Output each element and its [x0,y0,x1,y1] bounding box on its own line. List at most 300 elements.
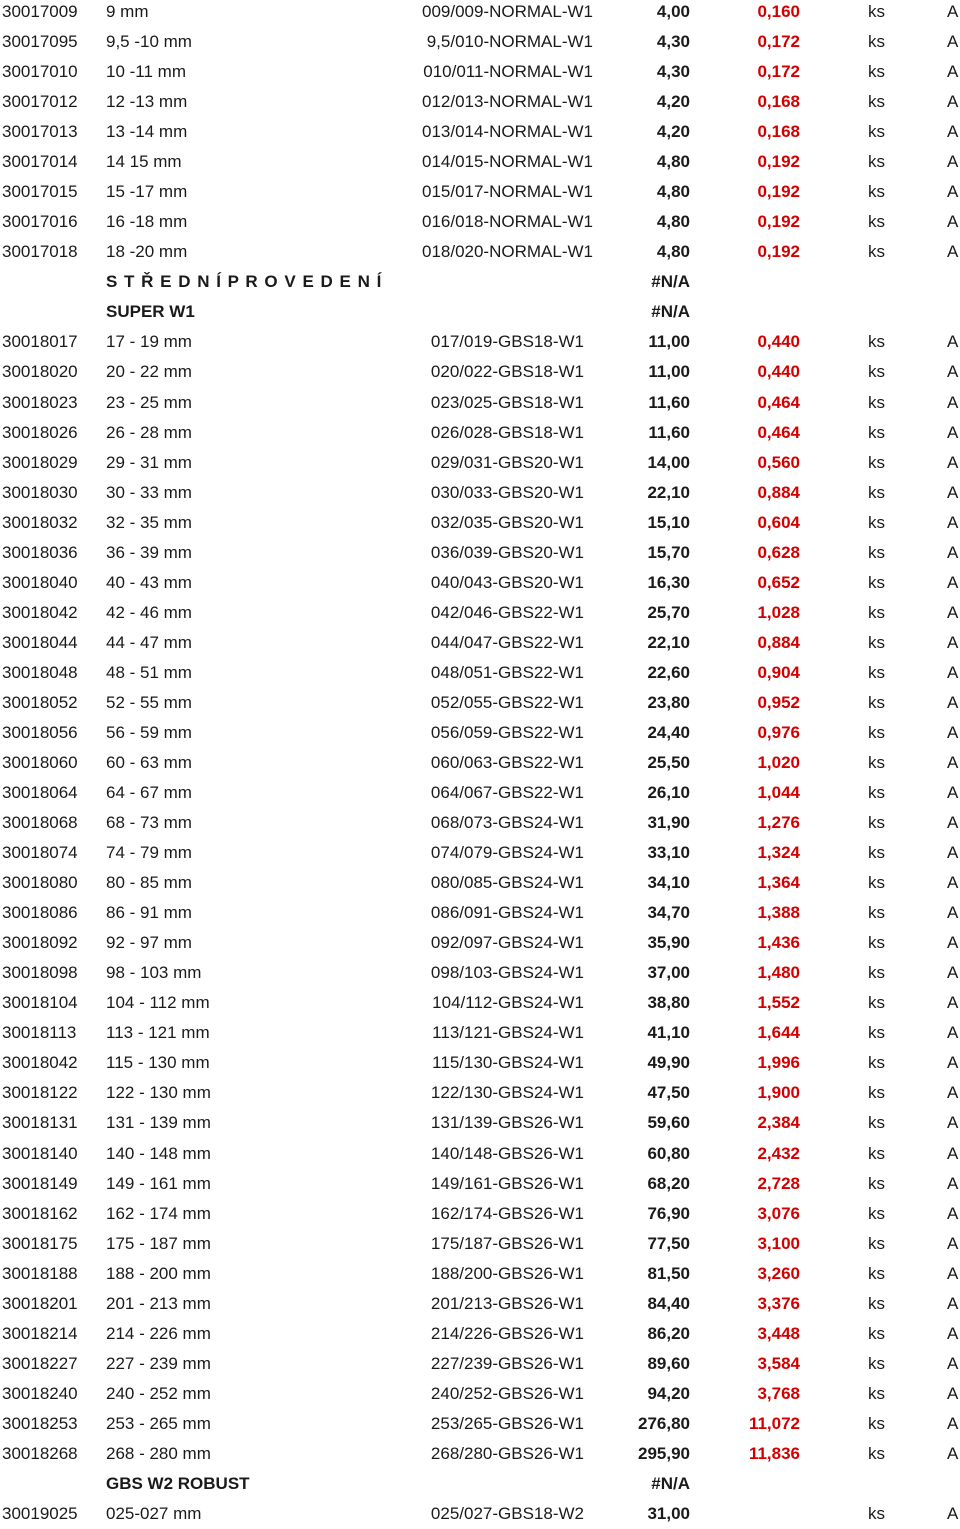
unit-price: 1,364 [757,873,800,893]
section-header-row [0,267,960,297]
article-number: 032/035-GBS20-W1 [430,512,584,532]
article-number: 104/112-GBS24-W1 [432,993,584,1013]
unit-price: 11,072 [748,1413,800,1433]
unit-price: 0,440 [757,332,800,352]
category: A [947,1023,959,1043]
unit-price: 1,276 [757,813,800,833]
article-number: 044/047-GBS22-W1 [430,632,584,652]
article-number: 052/055-GBS22-W1 [430,692,584,712]
unit-price: 2,728 [757,1173,800,1193]
unit-price: 3,076 [757,1203,800,1223]
unit-of-measure: ks [868,2,885,21]
unit-of-measure: ks [868,1504,885,1523]
size-range: 025-027 mm [106,1504,202,1523]
price: 31,90 [647,813,690,833]
table-row [0,718,960,748]
article-number: 162/174-GBS26-W1 [430,1203,584,1223]
unit-price: 0,464 [757,392,800,412]
table-row [0,1108,960,1138]
size-range: 64 - 67 mm [106,783,192,803]
price: 41,10 [647,1023,690,1043]
category: A [947,1293,959,1313]
price: 4,80 [656,152,690,172]
price: 59,60 [647,1113,690,1133]
category: A [947,452,959,472]
product-code: 30018032 [2,512,78,532]
unit-of-measure: ks [868,1083,885,1103]
table-row [0,688,960,718]
unit-price: 1,996 [757,1053,800,1073]
unit-of-measure: ks [868,993,885,1013]
product-code: 30018068 [2,813,78,833]
size-range: 15 -17 mm [106,182,188,202]
table-row [0,598,960,628]
product-code: 30018214 [2,1323,78,1343]
product-code: 30018253 [2,1413,78,1433]
size-range: 30 - 33 mm [106,482,192,502]
table-row [0,1018,960,1048]
table-row [0,748,960,778]
product-code: 30017010 [2,62,78,82]
product-code: 30017013 [2,122,78,142]
unit-price: 0,168 [757,122,800,142]
unit-of-measure: ks [868,963,885,983]
price: 89,60 [647,1353,690,1373]
size-range: 175 - 187 mm [106,1233,211,1253]
size-range: 115 - 130 mm [106,1053,210,1073]
price: 77,50 [647,1233,690,1253]
section-value: #N/A [651,1473,690,1493]
table-row [0,388,960,418]
unit-of-measure: ks [868,332,885,352]
product-code: 30018175 [2,1233,78,1253]
price: 84,40 [647,1293,690,1313]
unit-price: 3,768 [757,1383,800,1403]
article-number: 015/017-NORMAL-W1 [421,182,593,202]
category: A [947,62,959,82]
category: A [947,1443,959,1463]
unit-price: 0,904 [757,662,800,682]
unit-of-measure: ks [868,1203,885,1223]
category: A [947,753,959,772]
size-range: 40 - 43 mm [106,572,192,592]
category: A [947,1263,959,1283]
price: 4,00 [656,2,690,21]
unit-price: 0,192 [757,152,800,172]
table-row [0,1229,960,1259]
size-range: 98 - 103 mm [106,963,202,983]
article-number: 131/139-GBS26-W1 [430,1113,584,1133]
unit-of-measure: ks [868,92,885,112]
article-number: 025/027-GBS18-W2 [430,1504,584,1523]
table-row [0,418,960,448]
size-range: 20 - 22 mm [106,362,192,382]
category: A [947,152,959,172]
unit-of-measure: ks [868,362,885,382]
article-number: 056/059-GBS22-W1 [430,722,584,742]
price: 22,10 [647,482,690,502]
article-number: 113/121-GBS24-W1 [432,1023,584,1043]
price: 25,50 [647,753,690,772]
product-code: 30018048 [2,662,78,682]
size-range: 74 - 79 mm [106,843,192,863]
price: 76,90 [647,1203,690,1223]
price: 11,60 [648,422,690,442]
product-code: 30018188 [2,1263,78,1283]
category: A [947,1353,959,1373]
article-number: 149/161-GBS26-W1 [430,1173,584,1193]
price: 37,00 [647,963,690,983]
unit-of-measure: ks [868,1023,885,1043]
category: A [947,903,959,923]
table-row [0,1409,960,1439]
category: A [947,722,959,742]
unit-of-measure: ks [868,722,885,742]
unit-of-measure: ks [868,482,885,502]
article-number: 175/187-GBS26-W1 [430,1233,584,1253]
size-range: 48 - 51 mm [106,662,192,682]
table-row [0,838,960,868]
table-row [0,508,960,538]
article-number: 036/039-GBS20-W1 [430,542,584,562]
category: A [947,212,959,232]
section-title: SUPER W1 [106,302,195,322]
size-range: 201 - 213 mm [106,1293,211,1313]
size-range: 214 - 226 mm [106,1323,211,1343]
price: 295,90 [638,1443,690,1463]
product-code: 30018104 [2,993,78,1013]
table-row [0,988,960,1018]
category: A [947,1083,959,1103]
size-range: 42 - 46 mm [106,602,192,622]
table-row [0,778,960,808]
price: 4,20 [656,92,690,112]
size-range: 60 - 63 mm [106,753,192,772]
price: 11,60 [648,392,690,412]
article-number: 064/067-GBS22-W1 [430,783,584,803]
article-number: 013/014-NORMAL-W1 [421,122,593,142]
table-row [0,0,960,27]
article-number: 014/015-NORMAL-W1 [421,152,593,172]
price: 81,50 [647,1263,690,1283]
size-range: 92 - 97 mm [106,933,192,953]
category: A [947,2,959,21]
category: A [947,692,959,712]
article-number: 023/025-GBS18-W1 [430,392,584,412]
category: A [947,1233,959,1253]
product-code: 30018026 [2,422,78,442]
category: A [947,572,959,592]
size-range: 131 - 139 mm [106,1113,211,1133]
price: 22,10 [647,632,690,652]
unit-price: 3,584 [757,1353,800,1373]
article-number: 240/252-GBS26-W1 [430,1383,584,1403]
unit-of-measure: ks [868,1293,885,1313]
article-number: 060/063-GBS22-W1 [430,753,584,772]
unit-of-measure: ks [868,512,885,532]
price: 4,80 [656,242,690,262]
category: A [947,1413,959,1433]
table-row [0,1289,960,1319]
category: A [947,422,959,442]
size-range: 240 - 252 mm [106,1383,211,1403]
product-code: 30018042 [2,1053,78,1073]
table-row [0,1169,960,1199]
price: 33,10 [647,843,690,863]
product-code: 30018131 [2,1113,78,1133]
price: 4,30 [656,62,690,82]
table-row [0,1078,960,1108]
unit-price: 0,160 [757,2,800,21]
product-code: 30018036 [2,542,78,562]
product-code: 30018017 [2,332,78,352]
product-code: 30018162 [2,1203,78,1223]
price: 34,70 [647,903,690,923]
unit-of-measure: ks [868,542,885,562]
product-code: 30017009 [2,2,78,21]
size-range: 9,5 -10 mm [106,32,192,52]
table-row [0,958,960,988]
unit-price: 0,168 [757,92,800,112]
unit-price: 1,552 [757,993,800,1013]
unit-of-measure: ks [868,1353,885,1373]
article-number: 214/226-GBS26-W1 [430,1323,584,1343]
unit-price: 0,628 [757,542,800,562]
category: A [947,963,959,983]
article-number: 115/130-GBS24-W1 [432,1053,584,1073]
table-row [0,808,960,838]
price: 15,10 [647,512,690,532]
product-code: 30018113 [2,1023,77,1043]
unit-of-measure: ks [868,122,885,142]
product-code: 30018056 [2,722,78,742]
price: 26,10 [647,783,690,803]
size-range: 268 - 280 mm [106,1443,211,1463]
price: 60,80 [647,1143,690,1163]
size-range: 26 - 28 mm [106,422,192,442]
unit-price: 0,192 [757,242,800,262]
category: A [947,392,959,412]
size-range: 140 - 148 mm [106,1143,211,1163]
size-range: 10 -11 mm [106,62,186,82]
unit-price: 2,432 [757,1143,800,1163]
unit-of-measure: ks [868,32,885,52]
price: 23,80 [647,692,690,712]
category: A [947,542,959,562]
category: A [947,873,959,893]
unit-of-measure: ks [868,242,885,262]
table-row [0,928,960,958]
unit-of-measure: ks [868,1443,885,1463]
unit-price: 3,100 [757,1233,800,1253]
product-code: 30018149 [2,1173,78,1193]
size-range: 80 - 85 mm [106,873,192,893]
price: 35,90 [647,933,690,953]
unit-of-measure: ks [868,1383,885,1403]
product-code: 30017015 [2,182,78,202]
table-row [0,1048,960,1078]
unit-price: 0,464 [757,422,800,442]
product-code: 30017014 [2,152,78,172]
unit-of-measure: ks [868,1173,885,1193]
table-row [0,568,960,598]
product-code: 30018042 [2,602,78,622]
table-row [0,1139,960,1169]
table-row [0,538,960,568]
unit-of-measure: ks [868,1413,885,1433]
category: A [947,482,959,502]
unit-of-measure: ks [868,1263,885,1283]
size-range: 9 mm [106,2,149,21]
size-range: 23 - 25 mm [106,392,192,412]
article-number: 201/213-GBS26-W1 [430,1293,584,1313]
category: A [947,662,959,682]
unit-price: 0,172 [757,62,800,82]
product-code: 30019025 [2,1504,78,1523]
product-code: 30018052 [2,692,78,712]
table-row [0,478,960,508]
unit-of-measure: ks [868,452,885,472]
article-number: 040/043-GBS20-W1 [430,572,584,592]
category: A [947,332,959,352]
unit-price: 3,376 [757,1293,800,1313]
section-header-row [0,297,960,327]
product-code: 30017018 [2,242,78,262]
size-range: 12 -13 mm [106,92,188,112]
category: A [947,1053,959,1073]
table-row [0,1259,960,1289]
unit-price: 0,192 [757,212,800,232]
table-row [0,1319,960,1349]
size-range: 188 - 200 mm [106,1263,211,1283]
size-range: 36 - 39 mm [106,542,192,562]
table-row [0,658,960,688]
product-code: 30018140 [2,1143,78,1163]
article-number: 018/020-NORMAL-W1 [421,242,593,262]
product-code: 30018020 [2,362,78,382]
price: 14,00 [647,452,690,472]
table-row [0,147,960,177]
article-number: 030/033-GBS20-W1 [430,482,584,502]
size-range: 13 -14 mm [106,122,188,142]
unit-price: 1,480 [757,963,800,983]
article-number: 268/280-GBS26-W1 [430,1443,584,1463]
unit-price: 0,952 [757,692,800,712]
unit-price: 0,884 [757,482,800,502]
size-range: 18 -20 mm [106,242,188,262]
category: A [947,92,959,112]
size-range: 44 - 47 mm [106,632,192,652]
article-number: 080/085-GBS24-W1 [430,873,584,893]
unit-price: 0,976 [757,722,800,742]
table-row [0,898,960,928]
product-code: 30018040 [2,572,78,592]
category: A [947,1203,959,1223]
product-code: 30018092 [2,933,78,953]
size-range: 253 - 265 mm [106,1413,211,1433]
article-number: 092/097-GBS24-W1 [430,933,584,953]
article-number: 098/103-GBS24-W1 [430,963,584,983]
category: A [947,933,959,953]
section-value: #N/A [651,302,690,322]
article-number: 188/200-GBS26-W1 [430,1263,584,1283]
section-header-row [0,1469,960,1499]
unit-of-measure: ks [868,212,885,232]
unit-price: 3,448 [757,1323,800,1343]
unit-of-measure: ks [868,692,885,712]
table-row [0,237,960,267]
section-title: GBS W2 ROBUST [106,1473,250,1493]
price: 24,40 [647,722,690,742]
product-code: 30018080 [2,873,78,893]
category: A [947,512,959,532]
product-code: 30018044 [2,632,78,652]
size-range: 17 - 19 mm [106,332,192,352]
article-number: 9,5/010-NORMAL-W1 [426,32,593,52]
size-range: 162 - 174 mm [106,1203,211,1223]
unit-of-measure: ks [868,1233,885,1253]
unit-of-measure: ks [868,422,885,442]
price: 15,70 [647,542,690,562]
table-row [0,1199,960,1229]
table-row [0,357,960,387]
unit-price: 11,836 [748,1443,800,1463]
unit-price: 1,044 [757,783,800,803]
product-code: 30018122 [2,1083,78,1103]
price: 276,80 [638,1413,690,1433]
unit-price: 1,388 [757,903,800,923]
price: 34,10 [647,873,690,893]
unit-price: 1,900 [757,1083,800,1103]
unit-of-measure: ks [868,602,885,622]
table-row [0,57,960,87]
unit-of-measure: ks [868,813,885,833]
category: A [947,632,959,652]
unit-price: 1,028 [757,602,800,622]
size-range: 113 - 121 mm [106,1023,210,1043]
article-number: 140/148-GBS26-W1 [430,1143,584,1163]
category: A [947,1113,959,1133]
size-range: 16 -18 mm [106,212,188,232]
category: A [947,1323,959,1343]
unit-price: 1,324 [757,843,800,863]
unit-of-measure: ks [868,182,885,202]
price: 49,90 [647,1053,690,1073]
price: 94,20 [647,1383,690,1403]
section-title: S T Ř E D N Í P R O V E D E N Í [106,272,383,292]
category: A [947,182,959,202]
size-range: 52 - 55 mm [106,692,192,712]
unit-of-measure: ks [868,1113,885,1133]
unit-price: 0,884 [757,632,800,652]
unit-of-measure: ks [868,392,885,412]
unit-of-measure: ks [868,783,885,803]
product-code: 30017016 [2,212,78,232]
unit-price: 0,604 [757,512,800,532]
price: 11,00 [648,332,690,352]
size-range: 149 - 161 mm [106,1173,211,1193]
category: A [947,32,959,52]
table-row [0,1499,960,1529]
price: 22,60 [647,662,690,682]
category: A [947,1383,959,1403]
product-code: 30018074 [2,843,78,863]
section-value: #N/A [651,272,690,292]
price: 4,80 [656,212,690,232]
size-range: 68 - 73 mm [106,813,192,833]
category: A [947,843,959,863]
category: A [947,122,959,142]
